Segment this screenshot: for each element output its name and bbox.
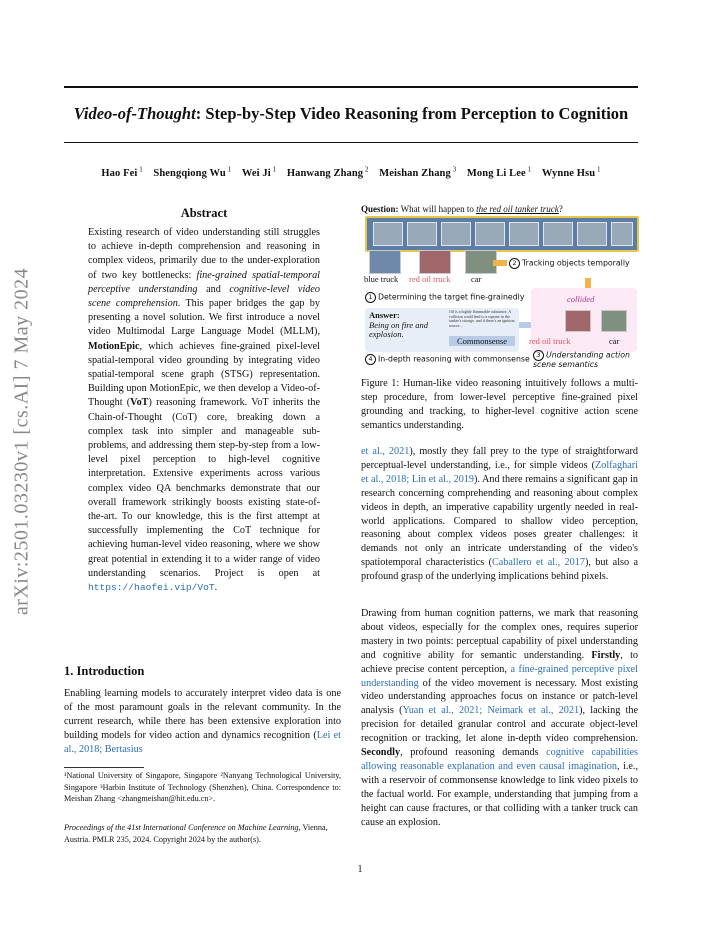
abstract-heading: Abstract <box>180 206 228 220</box>
proceedings-note: Proceedings of the 41st International Conference on Machine Learning, Vienna, Austria. PMLR 235, 2024. Copyright 2024 by the author(s). <box>64 823 328 844</box>
author-name: Meishan Zhang $^3$ <box>379 165 457 179</box>
step-2-tracking: 2 Tracking objects temporally <box>509 258 630 269</box>
citation-link[interactable]: Caballero et al., 2017 <box>491 557 585 569</box>
video-frame <box>373 222 403 246</box>
section-heading-introduction: 1. Introduction <box>64 664 145 678</box>
author-name: Wynne Hsu $^1$ <box>541 165 601 179</box>
red-truck-crop <box>419 250 451 274</box>
intro-paragraph-continued: et al., 2021), mostly they fall prey to the type of straightforward perceptual-level understanding, i.e., for simple videos (Zolfaghari et al., 2018; Lin et al., 2019). And there remains a significant gap in research concerning comprehending and reasoning about complex videos in depth, an imperative capability urgently needed in real-world applications. Compared to shallow video perception, reasoning about complex videos poses greater challenges: it demands not only an intricate understanding of the video's spatiotemporal characteristics (Caballero et al., 2017), but also a profound grasp of the underlying implications behind pixels. <box>361 446 638 583</box>
video-frame-strip <box>365 216 639 252</box>
author-affiliation-mark: 1 <box>137 165 143 173</box>
answer-panel <box>365 308 519 352</box>
citation-link[interactable]: et al., 2021 <box>361 446 410 457</box>
author-affiliation-mark: 1 <box>225 165 232 173</box>
answer-label: Answer: <box>369 310 400 320</box>
collision-frame-1 <box>565 310 591 332</box>
label-red-oil-truck-2: red oil truck <box>529 336 571 346</box>
video-frame <box>475 222 505 246</box>
arxiv-stamp: arXiv:2501.03230v1 [cs.AI] 7 May 2024 <box>10 267 33 616</box>
title-bottom-rule <box>64 142 638 143</box>
author-affiliation-mark: 2 <box>363 165 369 173</box>
author-name: Wei Ji $^1$ <box>241 165 277 179</box>
blue-truck-crop <box>369 250 401 274</box>
abstract-body: Existing research of video understanding still struggles to achieve in-depth comprehension and reasoning in complex videos, primarily due to the under-exploration of two key bottlenecks: fine-grained spatial-temporal perceptive understanding and cognitive-level video scene comprehension. This paper bridges the gap by presenting a novel solution. We first introduce a novel video Multimodal Large Language Model (MLLM), MotionEpic, which achieves fine-grained pixel-level spatial-temporal video grounding by integrating video spatial-temporal scene graph (STSG) representation. Building upon MotionEpic, we then develop a Video-of-Thought (VoT) reasoning framework. VoT inherits the Chain-of-Thought (CoT) core, breaking down a complex task into simpler and manageable sub-problems, and addressing them step-by-step from a low-level pixel perception to high-level cognitive interpretation. Extensive experiments across various complex video QA benchmarks demonstrate that our overall framework strikingly boosts existing state-of-the-art. To our knowledge, this is the first attempt at successfully implementing the CoT technique for achieving human-level video reasoning, where we show great potential in extending it to a wider range of video understanding scenarios. Project is open at https://haofei.vip/VoT. <box>88 227 320 594</box>
author-name: Hanwang Zhang $^2$ <box>286 165 369 179</box>
author-name: Mong Li Lee $^1$ <box>466 165 532 179</box>
top-rule <box>64 86 638 88</box>
video-frame <box>611 222 633 246</box>
step-4-reasoning: 4 In-depth reasoning with commonsense <box>365 354 530 365</box>
commonsense-tag: Commonsense <box>449 336 515 346</box>
intro-paragraph-2: Drawing from human cognition patterns, we mark that reasoning about videos, especially for the complex ones, requires superior mastery in two points: perceptual capability of pixel understanding and cognitive ability for semantic understanding. Firstly, to achieve precise content perception, a fine-grained perceptive pixel understanding of the video movement is necessary. Most existing video understanding approaches focus on instance or patch-level analysis (Yuan et al., 2021; Neimark et al., 2021), lacking the precision for detailed granular control and accurate object-level recognition or tracking, let alone in-depth video comprehension. Secondly, profound reasoning demands cognitive capabilities allowing reasonable explanation and even causal imagination, i.e., with a reservoir of commonsense knowledge to link video pixels to the factual world. For example, understanding that jumping from a height can cause fractures, or that colliding with a tanker truck can cause an explosion. <box>361 608 638 828</box>
step-4-number: 4 <box>365 354 376 365</box>
video-frame <box>577 222 607 246</box>
label-red-oil-truck: red oil truck <box>409 274 451 284</box>
project-link[interactable]: https://haofei.vip/VoT <box>88 582 215 594</box>
author-affiliation-mark: 1 <box>270 165 277 173</box>
step-1-determining: 1 Determining the target fine-grainedly <box>365 292 524 303</box>
commonsense-note: Oil is a highly flammable substance. A collision could lead to a rupture in the tanker's storage, and if there's an ignition source... <box>449 310 515 328</box>
figure-1-caption: Figure 1: Human-like video reasoning intuitively follows a multi-step procedure, from lower-level perceptive fine-grained pixel grounding and tracking, to higher-level cognitive action scene semantics understanding. <box>361 378 638 431</box>
author-affiliation-mark: 1 <box>525 165 532 173</box>
video-frame <box>407 222 437 246</box>
step-2-number: 2 <box>509 258 520 269</box>
figure-1 <box>361 204 638 372</box>
author-affiliation-mark: 3 <box>450 165 457 173</box>
citation-link[interactable]: Yuan et al., 2021; Neimark et al., 2021 <box>402 705 580 717</box>
step-3-understanding: 3 Understanding action scene semantics <box>533 350 630 369</box>
answer-text: Being on fire and explosion. <box>369 320 428 339</box>
arrow-right-icon <box>493 260 507 266</box>
author-list <box>64 165 638 179</box>
label-car: car <box>471 274 482 284</box>
collided-label: collided <box>567 294 595 304</box>
step-1-number: 1 <box>365 292 376 303</box>
collision-panel <box>531 288 637 352</box>
label-blue-truck: blue truck <box>364 274 399 284</box>
page-number: 1 <box>357 864 363 875</box>
arrow-down-icon <box>585 278 591 288</box>
author-name: Hao Fei $^1$ <box>101 165 143 179</box>
author-affiliation-mark: 1 <box>595 165 601 173</box>
video-frame <box>543 222 573 246</box>
label-car-2: car <box>609 336 620 346</box>
paper-title: Video-of-Thought: Step-by-Step Video Reasoning from Perception to Cognition <box>73 104 629 123</box>
step-3-number: 3 <box>533 350 544 361</box>
affiliation-footnote: ¹National University of Singapore, Singapore ²Nanyang Technological University, Singapore ³Harbin Institute of Technology (Shenzhen), China. Correspondence to: Meishan Zhang <zhangmeishan@hit.edu.cn>. <box>64 771 341 803</box>
arrow-left-icon <box>519 322 531 328</box>
citation-link[interactable]: Lei et al., 2018; Bertasius <box>64 729 341 755</box>
citation-link[interactable]: Zolfaghari et al., 2018; Lin et al., 2019 <box>361 459 638 485</box>
footnote-rule <box>64 767 144 768</box>
collision-frame-2 <box>601 310 627 332</box>
video-frame <box>509 222 539 246</box>
author-name: Shengqiong Wu $^1$ <box>153 165 232 179</box>
figure-question: Question: What will happen to the red oil tanker truck? <box>361 204 563 214</box>
video-frame <box>441 222 471 246</box>
intro-paragraph: Enabling learning models to accurately interpret video data is one of the most paramount goals in the relevant community. In the current research, while there has been extensive exploration into building models for video action and dynamics recognition (Lei et al., 2018; Bertasius <box>64 688 341 755</box>
